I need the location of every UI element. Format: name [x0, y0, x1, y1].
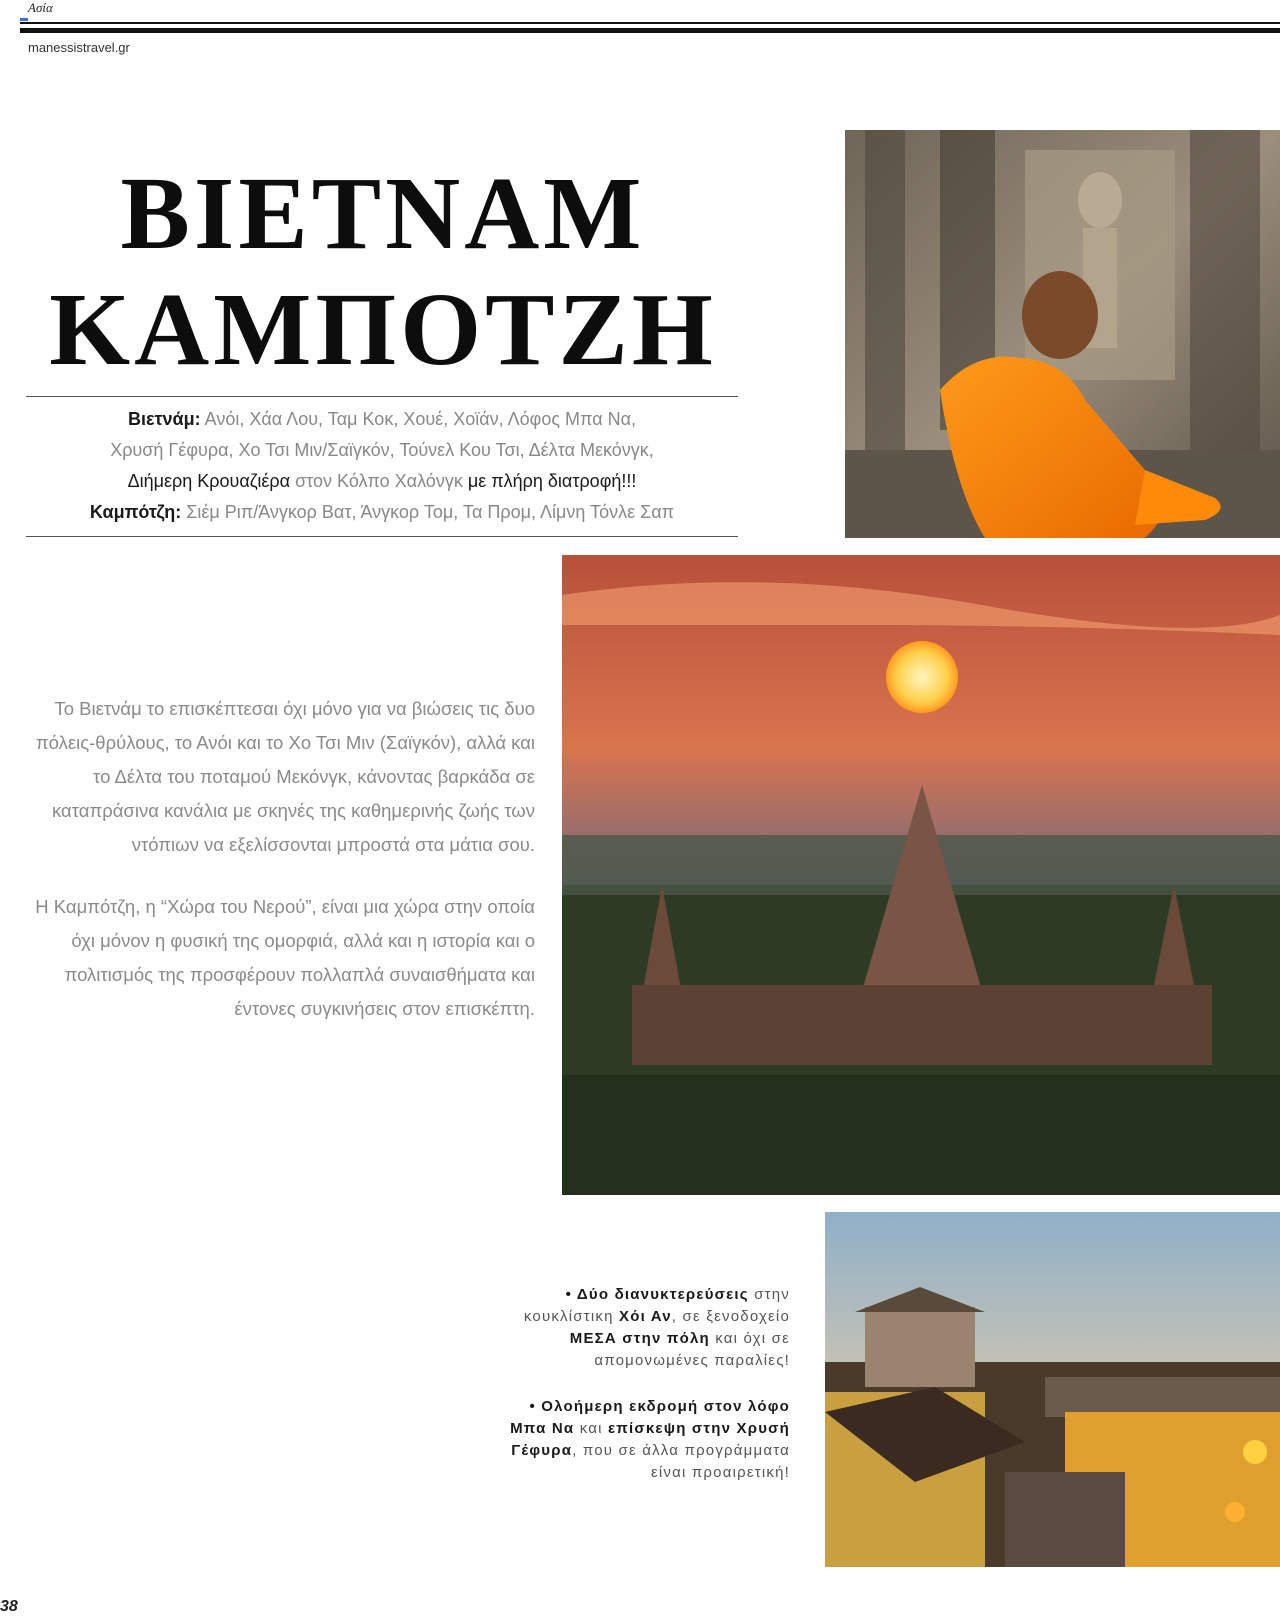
vietnam-label: Βιετνάμ: — [127, 409, 201, 429]
vietnam-destinations-2: Χρυσή Γέφυρα, Χο Τσι Μιν/Σαϊγκόν, Τούνελ Κου Τσι, Δέλτα Μεκόνγκ, — [110, 440, 654, 460]
cruise-highlight: Διήμερη Κρουαζιέρα — [127, 471, 291, 491]
cambodia-label: Καμπότζη: — [89, 502, 182, 522]
header-accent — [20, 18, 28, 21]
intro-vietnam-paragraph: Το Βιετνάμ το επισκέπτεσαι όχι μόνο για να βιώσεις τις δυο πόλεις-θρύλους, το Ανόι και το Χο Τσι Μιν (Σαϊγκόν), αλλά και το Δέλτα του ποταμού Μεκόνγκ, κάνοντας βαρκάδα σε καταπράσινα κανάλια με σκηνές της καθημερινής ζωής των ντόπιων να εξελίσσονται μπροστά στα μάτια σου. — [35, 698, 535, 855]
destinations-summary — [26, 404, 738, 528]
cruise-board: με πλήρη διατροφή!!! — [467, 471, 637, 491]
destinations-bottom-divider — [26, 536, 738, 537]
vietnam-destinations-1: Ανόι, Χάα Λου, Ταμ Κοκ, Χουέ, Χοϊάν, Λόφος Μπα Να, — [204, 409, 637, 429]
title-line-cambodia: ΚΑΜΠΟΤΖΗ — [49, 272, 717, 387]
angkor-wat-sunset-photo — [562, 555, 1280, 1195]
highlight-ba-na-text2: , που σε άλλα προγράμματα είναι προαιρετική! — [572, 1442, 790, 1481]
highlight-hoi-an-nights: • Δύο διανυκτερεύσεις — [565, 1286, 749, 1303]
cambodia-destinations: Σιέμ Ριπ/Άνγκορ Βατ, Άνγκορ Τομ, Τα Προμ, Λίμνη Τόνλε Σαπ — [181, 502, 675, 522]
intro-cambodia-paragraph: Η Καμπότζη, η “Χώρα του Νερού”, είναι μια χώρα στην οποία όχι μόνον η φυσική της ομορφιά, αλλά και η ιστορία και ο πολιτισμός της προσφέρουν πολλαπλά συναισθήματα και έντονες συγκινήσεις στον επισκέπτη. — [35, 896, 535, 1019]
cruise-location: στον Κόλπο Χαλόνγκ — [290, 471, 468, 491]
highlights-list — [490, 1284, 790, 1508]
page-title — [26, 158, 740, 390]
highlight-ba-na-trip: • Ολοήμερη εκδρομή στον λόφο Μπα Να — [510, 1398, 790, 1437]
header-rule-thick — [20, 28, 1280, 33]
highlight-golden-bridge: επίσκεψη στην Χρυσή Γέφυρα — [511, 1420, 790, 1459]
monk-photo — [845, 130, 1280, 538]
highlight-hoi-an-in-town: ΜΕΣΑ στην πόλη — [569, 1330, 710, 1347]
highlight-ba-na — [490, 1396, 790, 1484]
highlight-hoi-an-town: Χόι Αν — [619, 1308, 672, 1325]
title-line-vietnam: ΒΙΕΤΝΑΜ — [120, 156, 646, 271]
header-rule-thin — [20, 22, 1280, 24]
highlight-hoi-an-text2: , σε ξενοδοχείο — [671, 1308, 790, 1325]
destinations-top-divider — [26, 396, 738, 397]
section-label: Ασία — [28, 0, 53, 15]
highlight-hoi-an-text3: και όχι σε απομονωμένες παραλίες! — [594, 1330, 790, 1369]
intro-text — [15, 692, 535, 1054]
highlight-hoi-an — [490, 1284, 790, 1372]
hoi-an-town-photo — [825, 1212, 1280, 1567]
page-number: 38 — [0, 1598, 18, 1615]
highlight-ba-na-text1: και — [574, 1420, 608, 1437]
highlight-hoi-an-text1: στην κουκλίστικη — [523, 1286, 790, 1325]
website-link[interactable]: manessistravel.gr — [28, 40, 130, 55]
